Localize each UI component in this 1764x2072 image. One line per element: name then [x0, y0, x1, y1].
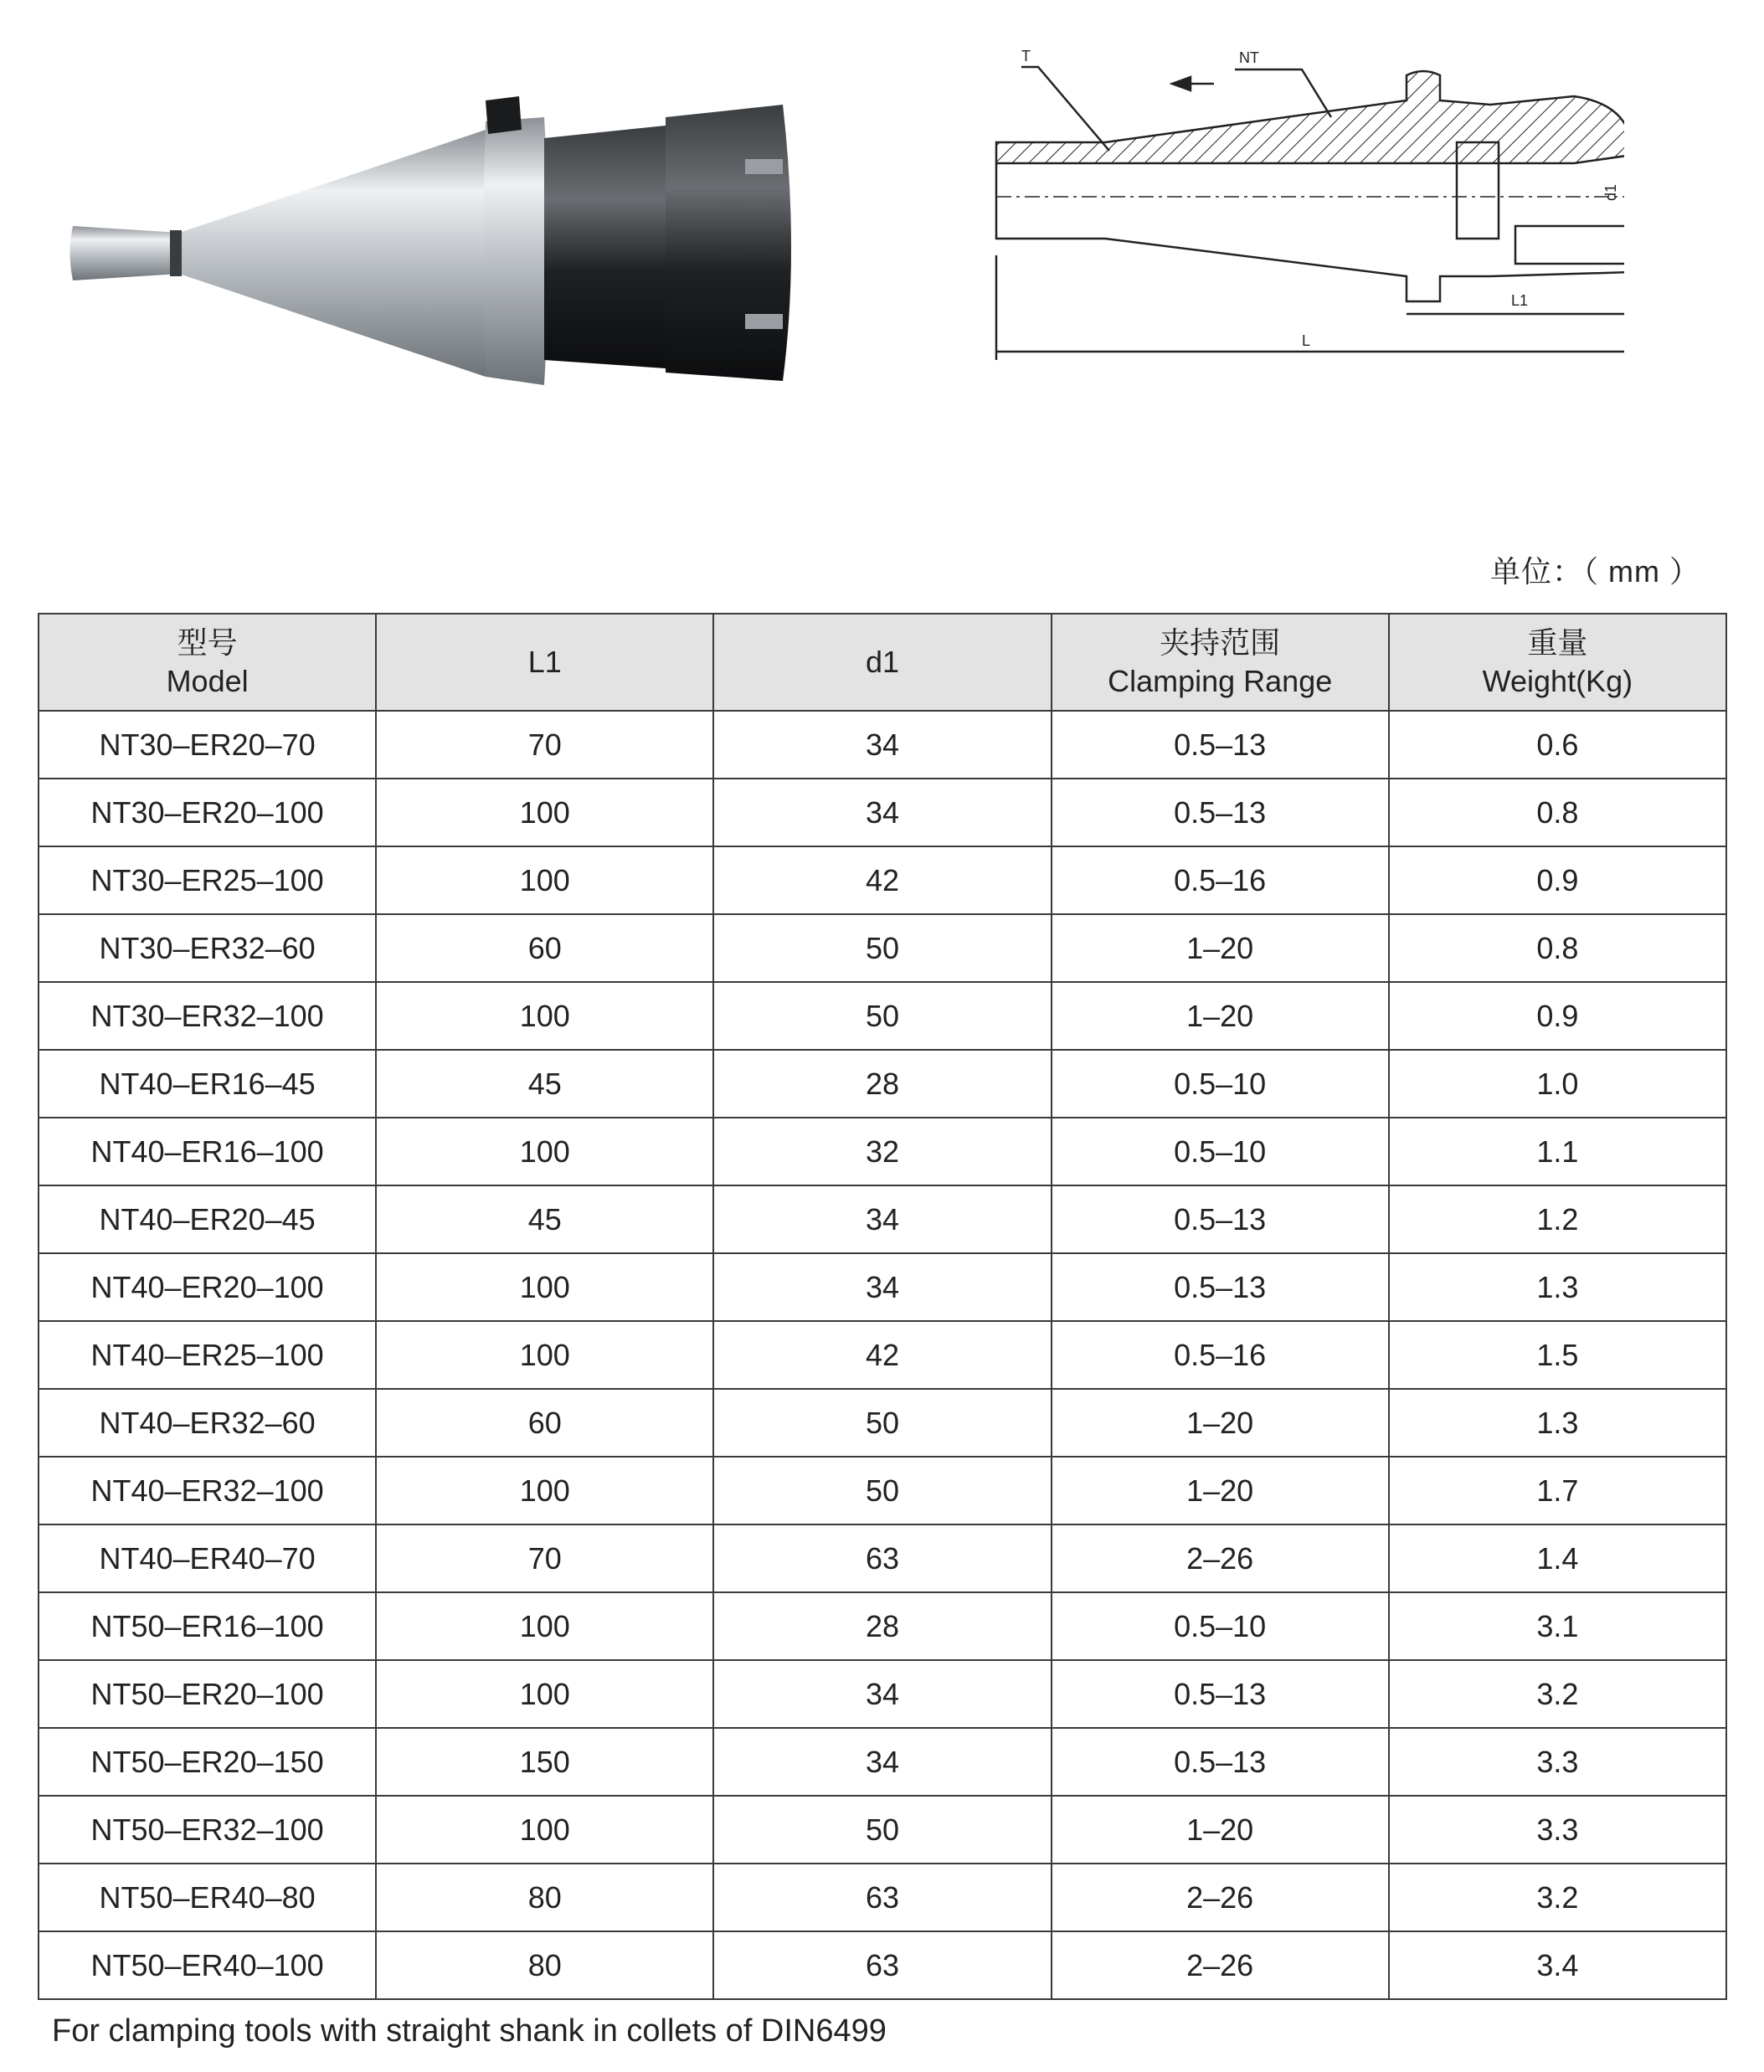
- table-row: [39, 1796, 1726, 1864]
- cell-weight: 3.1: [1389, 1592, 1726, 1660]
- table-row: [39, 1389, 1726, 1457]
- table-row: [39, 1457, 1726, 1524]
- cell-model: NT40–ER25–100: [39, 1321, 376, 1389]
- cell-l1: 100: [376, 846, 713, 914]
- table-row: [39, 1118, 1726, 1185]
- cell-model: NT50–ER20–150: [39, 1728, 376, 1796]
- cell-weight: 3.3: [1389, 1728, 1726, 1796]
- tool-holder-photo: [63, 80, 800, 398]
- label-d1: d1: [1602, 183, 1619, 201]
- cell-weight: 0.6: [1389, 711, 1726, 779]
- table-row: [39, 1253, 1726, 1321]
- cell-weight: 0.8: [1389, 779, 1726, 846]
- cell-clamping-range: 0.5–16: [1052, 1321, 1389, 1389]
- cell-clamping-range: 0.5–13: [1052, 1253, 1389, 1321]
- cell-model: NT50–ER40–100: [39, 1931, 376, 1999]
- cell-clamping-range: 1–20: [1052, 1457, 1389, 1524]
- cell-d1: 50: [713, 1796, 1051, 1864]
- header-en: d1: [865, 645, 899, 679]
- table-row: [39, 1321, 1726, 1389]
- cell-model: NT40–ER20–45: [39, 1185, 376, 1253]
- cell-model: NT50–ER20–100: [39, 1660, 376, 1728]
- cell-l1: 60: [376, 1389, 713, 1457]
- cell-weight: 3.2: [1389, 1660, 1726, 1728]
- cell-clamping-range: 0.5–16: [1052, 846, 1389, 914]
- cell-clamping-range: 2–26: [1052, 1931, 1389, 1999]
- cell-d1: 28: [713, 1050, 1051, 1118]
- cell-d1: 34: [713, 1253, 1051, 1321]
- cell-weight: 3.2: [1389, 1864, 1726, 1931]
- cell-d1: 50: [713, 914, 1051, 982]
- table-body: [39, 711, 1726, 1999]
- cell-l1: 100: [376, 1796, 713, 1864]
- spec-table: [38, 613, 1727, 2000]
- cell-d1: 28: [713, 1592, 1051, 1660]
- table-row: [39, 1185, 1726, 1253]
- header-d1: [713, 614, 1051, 711]
- cell-l1: 100: [376, 1321, 713, 1389]
- cell-clamping-range: 0.5–10: [1052, 1050, 1389, 1118]
- cell-l1: 60: [376, 914, 713, 982]
- header-l1: [376, 614, 713, 711]
- header-en: Clamping Range: [1108, 664, 1333, 698]
- cell-l1: 70: [376, 1524, 713, 1592]
- cell-d1: 50: [713, 982, 1051, 1050]
- cell-model: NT50–ER16–100: [39, 1592, 376, 1660]
- cell-clamping-range: 1–20: [1052, 914, 1389, 982]
- cell-d1: 50: [713, 1389, 1051, 1457]
- cell-clamping-range: 1–20: [1052, 1796, 1389, 1864]
- header-en: Weight(Kg): [1482, 664, 1633, 698]
- table-row: [39, 1050, 1726, 1118]
- cell-clamping-range: 0.5–13: [1052, 711, 1389, 779]
- technical-drawing: [971, 38, 1624, 406]
- header-weight: [1389, 614, 1726, 711]
- cell-model: NT50–ER32–100: [39, 1796, 376, 1864]
- cell-model: NT40–ER16–45: [39, 1050, 376, 1118]
- cell-l1: 45: [376, 1050, 713, 1118]
- label-t: T: [1021, 48, 1031, 64]
- cell-model: NT30–ER20–100: [39, 779, 376, 846]
- cell-weight: 1.0: [1389, 1050, 1726, 1118]
- cell-d1: 42: [713, 846, 1051, 914]
- label-l1: L1: [1511, 292, 1529, 309]
- cell-l1: 45: [376, 1185, 713, 1253]
- cell-d1: 50: [713, 1457, 1051, 1524]
- cell-model: NT40–ER32–100: [39, 1457, 376, 1524]
- table-row: [39, 1864, 1726, 1931]
- cell-weight: 0.9: [1389, 982, 1726, 1050]
- label-l: L: [1302, 332, 1311, 349]
- cell-weight: 1.2: [1389, 1185, 1726, 1253]
- cell-clamping-range: 2–26: [1052, 1524, 1389, 1592]
- cell-clamping-range: 0.5–13: [1052, 1728, 1389, 1796]
- cell-d1: 63: [713, 1931, 1051, 1999]
- table-row: [39, 846, 1726, 914]
- cell-l1: 100: [376, 779, 713, 846]
- cell-weight: 3.3: [1389, 1796, 1726, 1864]
- cell-d1: 34: [713, 711, 1051, 779]
- cell-model: NT40–ER20–100: [39, 1253, 376, 1321]
- cell-d1: 63: [713, 1864, 1051, 1931]
- cell-d1: 34: [713, 1660, 1051, 1728]
- unit-label: 单位：（ mm ）: [1490, 554, 1700, 589]
- table-row: [39, 711, 1726, 779]
- table-row: [39, 982, 1726, 1050]
- header-row: [39, 614, 1726, 711]
- header-zh: 夹持范围: [1160, 625, 1281, 660]
- header-en: L1: [527, 645, 562, 679]
- cell-model: NT30–ER32–60: [39, 914, 376, 982]
- cell-clamping-range: 0.5–10: [1052, 1592, 1389, 1660]
- cell-l1: 100: [376, 1592, 713, 1660]
- header-zh: 型号: [177, 625, 238, 660]
- cell-clamping-range: 1–20: [1052, 1389, 1389, 1457]
- table-row: [39, 1660, 1726, 1728]
- cell-clamping-range: 0.5–10: [1052, 1118, 1389, 1185]
- cell-weight: 1.7: [1389, 1457, 1726, 1524]
- cell-model: NT30–ER25–100: [39, 846, 376, 914]
- cell-l1: 100: [376, 1660, 713, 1728]
- cell-model: NT30–ER32–100: [39, 982, 376, 1050]
- cell-weight: 1.1: [1389, 1118, 1726, 1185]
- cell-clamping-range: 0.5–13: [1052, 1660, 1389, 1728]
- table-row: [39, 779, 1726, 846]
- cell-d1: 34: [713, 1185, 1051, 1253]
- cell-model: NT40–ER16–100: [39, 1118, 376, 1185]
- cell-weight: 1.3: [1389, 1253, 1726, 1321]
- cell-l1: 80: [376, 1931, 713, 1999]
- table-row: [39, 1931, 1726, 1999]
- cell-l1: 100: [376, 1118, 713, 1185]
- cell-model: NT40–ER32–60: [39, 1389, 376, 1457]
- cell-weight: 1.5: [1389, 1321, 1726, 1389]
- cell-model: NT40–ER40–70: [39, 1524, 376, 1592]
- cell-weight: 1.4: [1389, 1524, 1726, 1592]
- header-model: [39, 614, 376, 711]
- footer-note: For clamping tools with straight shank in collets of DIN6499: [52, 2013, 887, 2049]
- cell-weight: 1.3: [1389, 1389, 1726, 1457]
- header-en: Model: [166, 664, 249, 698]
- header-clamping-range: [1052, 614, 1389, 711]
- cell-d1: 32: [713, 1118, 1051, 1185]
- table-row: [39, 1728, 1726, 1796]
- cell-clamping-range: 0.5–13: [1052, 779, 1389, 846]
- cell-d1: 63: [713, 1524, 1051, 1592]
- cell-l1: 100: [376, 1457, 713, 1524]
- cell-model: NT50–ER40–80: [39, 1864, 376, 1931]
- cell-d1: 34: [713, 1728, 1051, 1796]
- cell-clamping-range: 0.5–13: [1052, 1185, 1389, 1253]
- cell-l1: 80: [376, 1864, 713, 1931]
- header-zh: 重量: [1527, 625, 1588, 660]
- cell-clamping-range: 1–20: [1052, 982, 1389, 1050]
- cell-d1: 34: [713, 779, 1051, 846]
- cell-weight: 0.8: [1389, 914, 1726, 982]
- cell-l1: 100: [376, 1253, 713, 1321]
- cell-l1: 70: [376, 711, 713, 779]
- cell-weight: 0.9: [1389, 846, 1726, 914]
- cell-clamping-range: 2–26: [1052, 1864, 1389, 1931]
- table-row: [39, 914, 1726, 982]
- cell-model: NT30–ER20–70: [39, 711, 376, 779]
- table-row: [39, 1524, 1726, 1592]
- cell-l1: 150: [376, 1728, 713, 1796]
- cell-d1: 42: [713, 1321, 1051, 1389]
- cell-weight: 3.4: [1389, 1931, 1726, 1999]
- table-row: [39, 1592, 1726, 1660]
- cell-l1: 100: [376, 982, 713, 1050]
- label-nt: NT: [1239, 49, 1259, 66]
